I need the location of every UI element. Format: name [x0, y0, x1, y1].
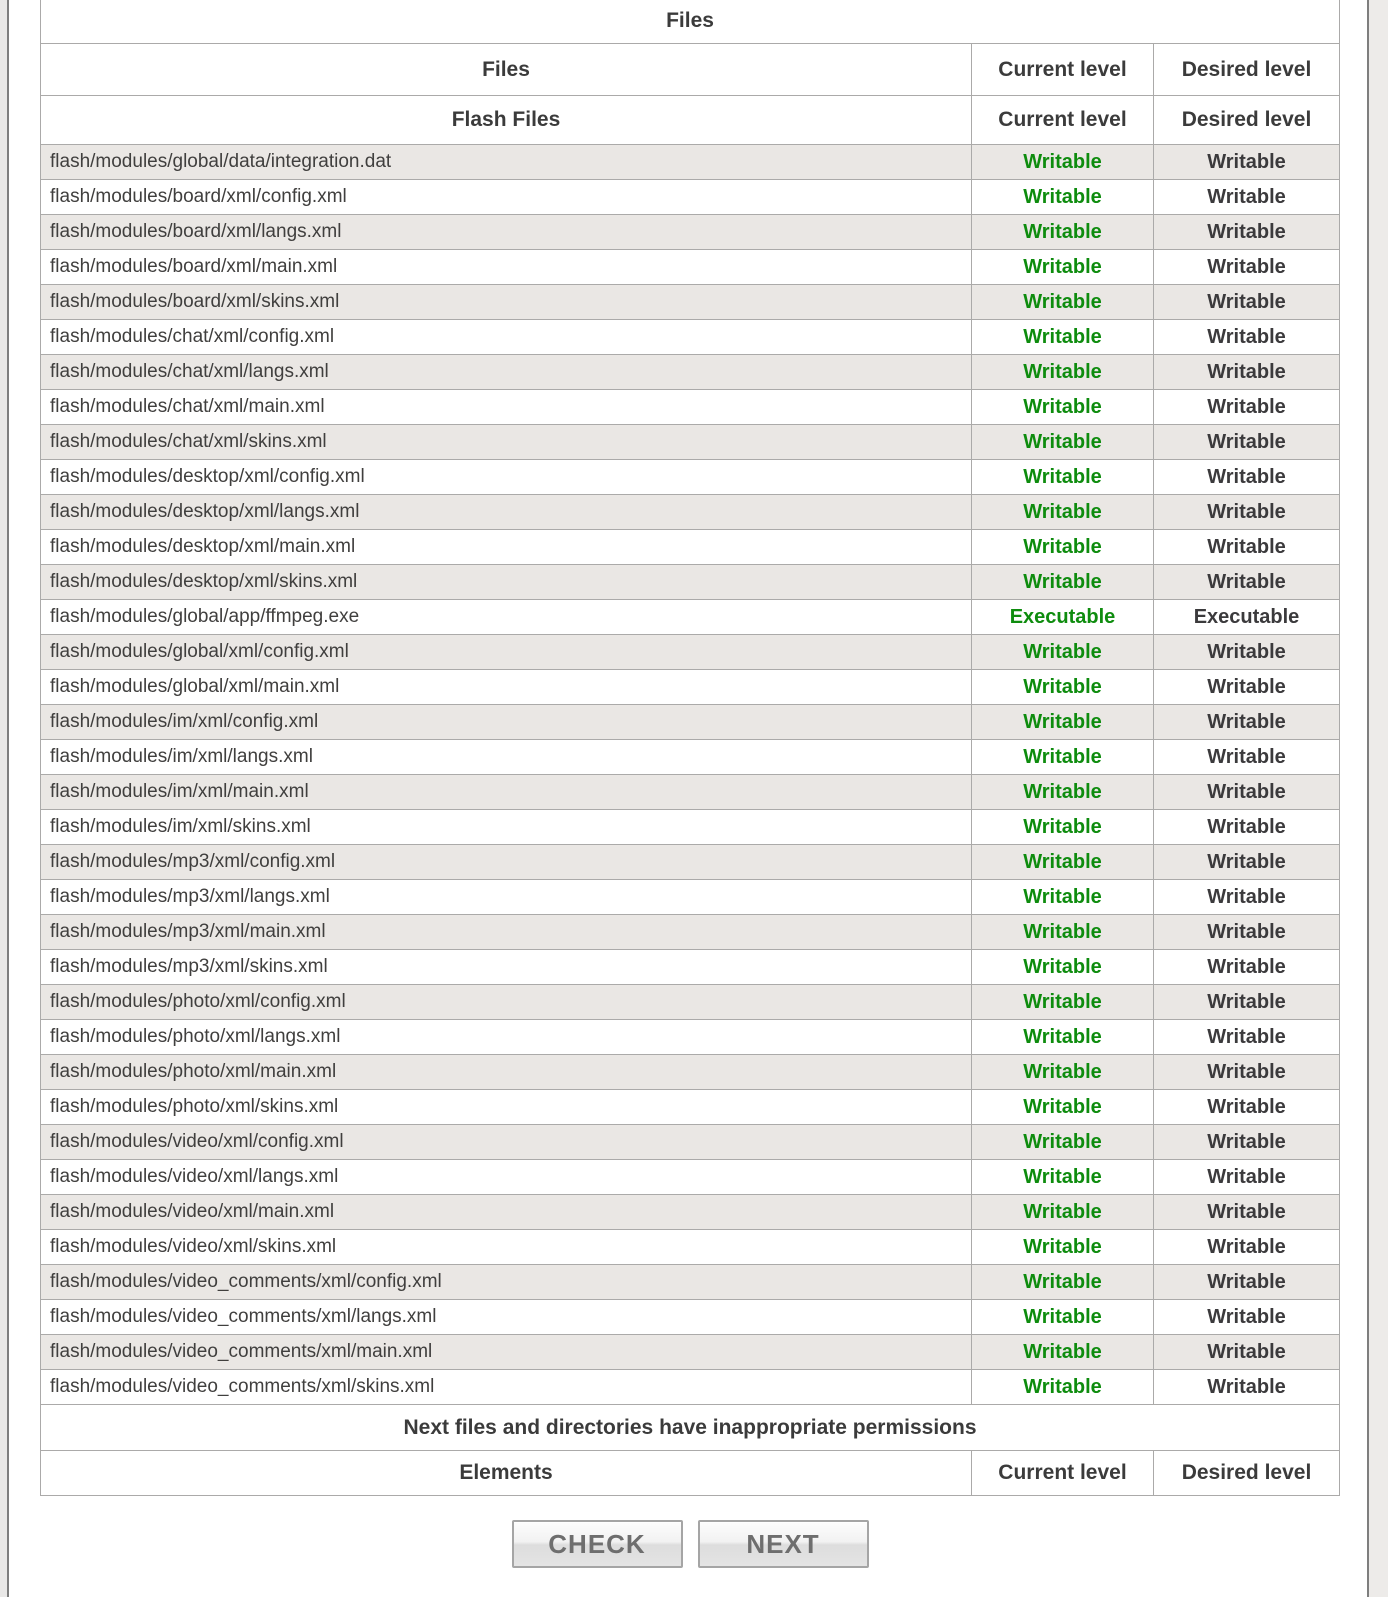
file-row [41, 145, 1339, 179]
desired-level-cell: Writable [1154, 845, 1339, 879]
desired-level-cell: Writable [1154, 1160, 1339, 1194]
file-row [41, 390, 1339, 424]
file-row [41, 1335, 1339, 1369]
desired-level-cell: Writable [1154, 250, 1339, 284]
file-path-cell: flash/modules/desktop/xml/main.xml [41, 530, 971, 564]
file-row [41, 1090, 1339, 1124]
file-row [41, 670, 1339, 704]
file-row [41, 180, 1339, 214]
file-row [41, 705, 1339, 739]
file-path-cell: flash/modules/chat/xml/config.xml [41, 320, 971, 354]
current-level-cell: Writable [972, 740, 1153, 774]
file-path-cell: flash/modules/video/xml/langs.xml [41, 1160, 971, 1194]
current-level-cell: Writable [972, 950, 1153, 984]
current-level-cell: Writable [972, 670, 1153, 704]
file-path-cell: flash/modules/board/xml/main.xml [41, 250, 971, 284]
file-row [41, 1160, 1339, 1194]
desired-level-cell: Writable [1154, 1090, 1339, 1124]
file-path-cell: flash/modules/desktop/xml/langs.xml [41, 495, 971, 529]
file-path-cell: flash/modules/photo/xml/skins.xml [41, 1090, 971, 1124]
current-level-cell: Writable [972, 215, 1153, 249]
desired-level-cell: Writable [1154, 180, 1339, 214]
file-path-cell: flash/modules/im/xml/config.xml [41, 705, 971, 739]
current-level-cell: Writable [972, 285, 1153, 319]
current-level-cell: Writable [972, 1370, 1153, 1404]
desired-level-column-header: Desired level [1154, 44, 1339, 95]
window-left-edge [0, 0, 9, 1597]
current-level-cell: Writable [972, 1055, 1153, 1089]
files-header-row [41, 44, 1339, 95]
current-level-cell: Executable [972, 600, 1153, 634]
file-path-cell: flash/modules/board/xml/langs.xml [41, 215, 971, 249]
desired-level-cell: Writable [1154, 565, 1339, 599]
current-level-cell: Writable [972, 635, 1153, 669]
file-row [41, 1230, 1339, 1264]
file-row [41, 1020, 1339, 1054]
desired-level-cell: Writable [1154, 355, 1339, 389]
current-level-cell: Writable [972, 320, 1153, 354]
window-right-edge [1367, 0, 1388, 1597]
desired-level-cell: Writable [1154, 740, 1339, 774]
file-row [41, 320, 1339, 354]
desired-level-cell: Writable [1154, 215, 1339, 249]
file-row [41, 880, 1339, 914]
flash-files-section-header: Flash Files [41, 96, 971, 144]
desired-level-cell: Writable [1154, 1300, 1339, 1334]
desired-level-cell: Writable [1154, 1265, 1339, 1299]
file-path-cell: flash/modules/im/xml/main.xml [41, 775, 971, 809]
desired-level-cell: Writable [1154, 810, 1339, 844]
current-level-cell: Writable [972, 180, 1153, 214]
file-row [41, 740, 1339, 774]
flash-files-section-row [41, 96, 1339, 144]
file-path-cell: flash/modules/chat/xml/skins.xml [41, 425, 971, 459]
file-path-cell: flash/modules/video_comments/xml/langs.xml [41, 1300, 971, 1334]
current-level-cell: Writable [972, 460, 1153, 494]
desired-level-cell: Writable [1154, 530, 1339, 564]
desired-level-cell: Writable [1154, 1055, 1339, 1089]
file-row [41, 775, 1339, 809]
current-level-cell: Writable [972, 1300, 1153, 1334]
file-row [41, 250, 1339, 284]
file-row [41, 285, 1339, 319]
desired-level-cell: Writable [1154, 1195, 1339, 1229]
desired-level-cell: Writable [1154, 950, 1339, 984]
current-level-cell: Writable [972, 355, 1153, 389]
file-row [41, 530, 1339, 564]
file-path-cell: flash/modules/desktop/xml/skins.xml [41, 565, 971, 599]
file-path-cell: flash/modules/global/xml/config.xml [41, 635, 971, 669]
file-row [41, 1125, 1339, 1159]
file-path-cell: flash/modules/global/xml/main.xml [41, 670, 971, 704]
current-level-cell: Writable [972, 565, 1153, 599]
file-row [41, 1370, 1339, 1404]
table-title: Files [41, 0, 1339, 43]
file-row [41, 425, 1339, 459]
current-level-cell: Writable [972, 1335, 1153, 1369]
file-path-cell: flash/modules/chat/xml/main.xml [41, 390, 971, 424]
file-row [41, 460, 1339, 494]
current-level-cell: Writable [972, 390, 1153, 424]
action-buttons [40, 1520, 1340, 1568]
file-row [41, 950, 1339, 984]
file-row [41, 1300, 1339, 1334]
current-level-cell: Writable [972, 810, 1153, 844]
file-path-cell: flash/modules/video/xml/main.xml [41, 1195, 971, 1229]
file-row [41, 355, 1339, 389]
current-level-cell: Writable [972, 530, 1153, 564]
file-path-cell: flash/modules/mp3/xml/main.xml [41, 915, 971, 949]
desired-level-cell: Writable [1154, 495, 1339, 529]
file-path-cell: flash/modules/global/data/integration.dat [41, 145, 971, 179]
current-level-cell: Writable [972, 1090, 1153, 1124]
desired-level-cell: Writable [1154, 145, 1339, 179]
file-path-cell: flash/modules/video_comments/xml/config.xml [41, 1265, 971, 1299]
current-level-cell: Writable [972, 425, 1153, 459]
desired-level-cell: Writable [1154, 390, 1339, 424]
current-level-cell: Writable [972, 1265, 1153, 1299]
file-path-cell: flash/modules/photo/xml/main.xml [41, 1055, 971, 1089]
desired-level-cell: Writable [1154, 1230, 1339, 1264]
file-path-cell: flash/modules/desktop/xml/config.xml [41, 460, 971, 494]
desired-level-cell: Writable [1154, 1370, 1339, 1404]
file-row [41, 565, 1339, 599]
file-path-cell: flash/modules/mp3/xml/langs.xml [41, 880, 971, 914]
file-path-cell: flash/modules/video_comments/xml/main.xml [41, 1335, 971, 1369]
files-column-header: Files [41, 44, 971, 95]
file-row [41, 600, 1339, 634]
footer-note: Next files and directories have inappropriate permissions [41, 1405, 1339, 1450]
current-level-cell: Writable [972, 250, 1153, 284]
desired-level-cell: Writable [1154, 705, 1339, 739]
desired-level-cell: Writable [1154, 880, 1339, 914]
elements-header-row [41, 1451, 1339, 1495]
file-path-cell: flash/modules/board/xml/config.xml [41, 180, 971, 214]
desired-level-cell: Writable [1154, 985, 1339, 1019]
file-path-cell: flash/modules/video/xml/skins.xml [41, 1230, 971, 1264]
desired-level-cell: Writable [1154, 775, 1339, 809]
file-row [41, 1195, 1339, 1229]
file-path-cell: flash/modules/board/xml/skins.xml [41, 285, 971, 319]
desired-level-cell: Writable [1154, 285, 1339, 319]
desired-level-column-header: Desired level [1154, 1451, 1339, 1495]
desired-level-cell: Writable [1154, 670, 1339, 704]
file-path-cell: flash/modules/photo/xml/langs.xml [41, 1020, 971, 1054]
desired-level-cell: Writable [1154, 425, 1339, 459]
footer-note-row [41, 1405, 1339, 1450]
desired-level-column-header: Desired level [1154, 96, 1339, 144]
desired-level-cell: Executable [1154, 600, 1339, 634]
file-row [41, 1265, 1339, 1299]
file-path-cell: flash/modules/mp3/xml/skins.xml [41, 950, 971, 984]
current-level-cell: Writable [972, 705, 1153, 739]
current-level-cell: Writable [972, 1160, 1153, 1194]
file-path-cell: flash/modules/chat/xml/langs.xml [41, 355, 971, 389]
file-row [41, 915, 1339, 949]
table-title-row [41, 0, 1339, 43]
file-row [41, 845, 1339, 879]
current-level-cell: Writable [972, 1195, 1153, 1229]
file-row [41, 495, 1339, 529]
files-permissions-section [40, 0, 1340, 1496]
desired-level-cell: Writable [1154, 915, 1339, 949]
check-button[interactable]: CHECK [512, 1520, 683, 1568]
current-level-cell: Writable [972, 985, 1153, 1019]
desired-level-cell: Writable [1154, 1020, 1339, 1054]
file-row [41, 635, 1339, 669]
file-row [41, 215, 1339, 249]
current-level-cell: Writable [972, 845, 1153, 879]
desired-level-cell: Writable [1154, 1335, 1339, 1369]
current-level-cell: Writable [972, 1125, 1153, 1159]
current-level-cell: Writable [972, 880, 1153, 914]
desired-level-cell: Writable [1154, 320, 1339, 354]
file-row [41, 810, 1339, 844]
file-path-cell: flash/modules/im/xml/skins.xml [41, 810, 971, 844]
files-permissions-table [40, 0, 1340, 1496]
desired-level-cell: Writable [1154, 1125, 1339, 1159]
current-level-cell: Writable [972, 145, 1153, 179]
file-row [41, 985, 1339, 1019]
file-path-cell: flash/modules/mp3/xml/config.xml [41, 845, 971, 879]
current-level-cell: Writable [972, 495, 1153, 529]
desired-level-cell: Writable [1154, 635, 1339, 669]
file-path-cell: flash/modules/global/app/ffmpeg.exe [41, 600, 971, 634]
current-level-cell: Writable [972, 915, 1153, 949]
desired-level-cell: Writable [1154, 460, 1339, 494]
current-level-column-header: Current level [972, 1451, 1153, 1495]
file-path-cell: flash/modules/video_comments/xml/skins.xml [41, 1370, 971, 1404]
file-path-cell: flash/modules/photo/xml/config.xml [41, 985, 971, 1019]
file-path-cell: flash/modules/video/xml/config.xml [41, 1125, 971, 1159]
current-level-cell: Writable [972, 1020, 1153, 1054]
current-level-column-header: Current level [972, 96, 1153, 144]
elements-section-header: Elements [41, 1451, 971, 1495]
current-level-cell: Writable [972, 775, 1153, 809]
current-level-cell: Writable [972, 1230, 1153, 1264]
current-level-column-header: Current level [972, 44, 1153, 95]
file-row [41, 1055, 1339, 1089]
file-path-cell: flash/modules/im/xml/langs.xml [41, 740, 971, 774]
next-button[interactable]: NEXT [698, 1520, 869, 1568]
